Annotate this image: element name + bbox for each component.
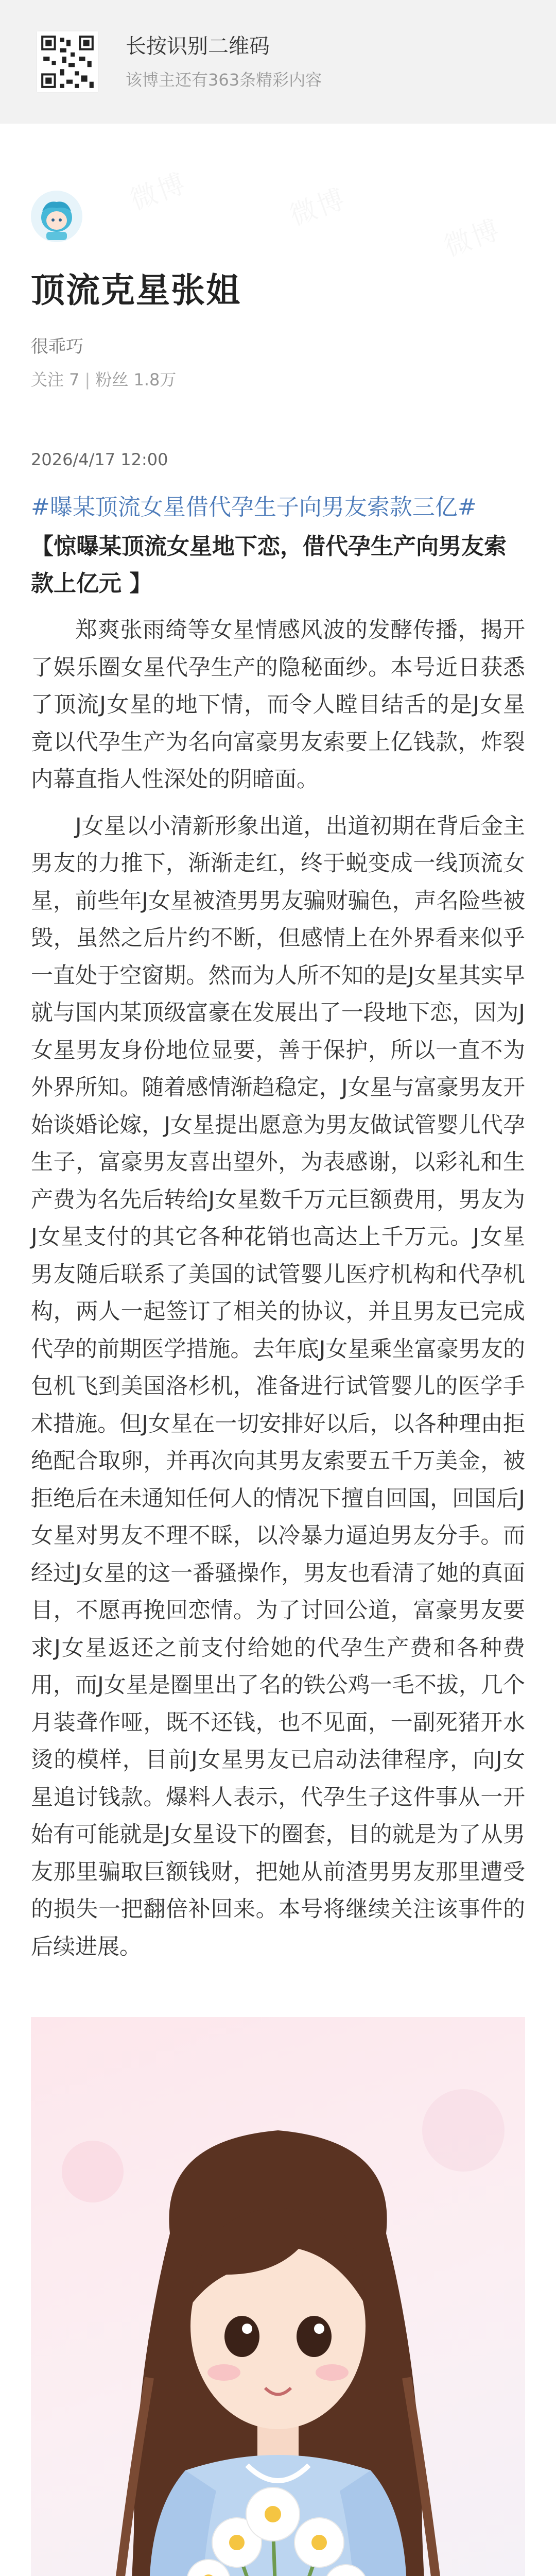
girl-with-daisies-illustration[interactable] (31, 2017, 525, 2576)
post-time: 2026/4/17 12:00 (31, 450, 168, 469)
fans-count[interactable]: 粉丝 1.8万 (95, 370, 177, 389)
account-name[interactable]: 顶流克星张姐 (31, 270, 241, 310)
avatar[interactable] (31, 191, 82, 242)
banner-subtitle: 该博主还有363条精彩内容 (126, 70, 322, 90)
nickname: 很乖巧 (31, 336, 83, 357)
profile-section (0, 124, 556, 469)
profile-stats (31, 367, 525, 391)
banner-title: 长按识别二维码 (126, 35, 270, 58)
qr-code-icon[interactable] (36, 30, 99, 93)
article-paragraph: 郑爽张雨绮等女星情感风波的发酵传播，揭开了娱乐圈女星代孕生产的隐秘面纱。本号近日获悉了顶流J女星的地下情，而令人瞠目结舌的是J女星竟以代孕生产为名向富豪男友索要上亿钱款，炸裂内幕直指人性深处的阴暗面。 (31, 617, 525, 792)
top-banner (0, 0, 556, 124)
article-paragraph: J女星以小清新形象出道，出道初期在背后金主男友的力推下，渐渐走红，终于蜕变成一线顶流女星，前些年J女星被渣男男友骗财骗色，声名险些被毁，虽然之后片约不断，但感情上在外界看来似乎一直处于空窗期。然而为人所不知的是J女星其实早就与国内某顶级富豪在发展出了一段地下恋，因为J女星男友身份地位显要，善于保护，所以一直不为外界所知。随着感情渐趋稳定，J女星与富豪男友开始谈婚论嫁，J女星提出愿意为男友做试管婴儿代孕生子，富豪男友喜出望外，为表感谢，以彩礼和生产费为名先后转给J女星数千万元巨额费用，男友为J女星支付的其它各种花销也高达上千万元。J女星男友随后联系了美国的试管婴儿医疗机构和代孕机构，两人一起签订了相关的协议，并且男友已完成代孕的前期医学措施。去年底J女星乘坐富豪男友的包机飞到美国洛杉机，准备进行试管婴儿的医学手术措施。但J女星在一切安排好以后，以各种理由拒绝配合取卵，并再次向其男友索要五千万美金，被拒绝后在未通知任何人的情况下擅自回国，回国后J女星对男友不理不睬，以冷暴力逼迫男友分手。而经过J女星的这一番骚操作，男友也看清了她的真面目，不愿再挽回恋情。为了讨回公道，富豪男友要求J女星返还之前支付给她的代孕生产费和各种费用，而J女星是圈里出了名的铁公鸡一毛不拔，几个月装聋作哑，既不还钱，也不见面，一副死猪开水烫的模样，目前J女星男友已启动法律程序，向J女星追讨钱款。爆料人表示，代孕生子这件事从一开始有可能就是J女星设下的圈套，目的就是为了从男友那里骗取巨额钱财，把她从前渣男男友那里遭受的损失一把翻倍补回来。本号将继续关注该事件的后续进展。 (31, 813, 525, 1960)
article-body (0, 489, 556, 1965)
hashtag-link[interactable]: #曝某顶流女星借代孕生子向男友索款三亿# (31, 494, 477, 520)
follow-count[interactable]: 关注 7 (31, 370, 80, 389)
stats-divider: | (84, 370, 91, 389)
article-lead: 【惊曝某顶流女星地下恋，借代孕生产向男友索款上亿元 】 (31, 533, 507, 597)
